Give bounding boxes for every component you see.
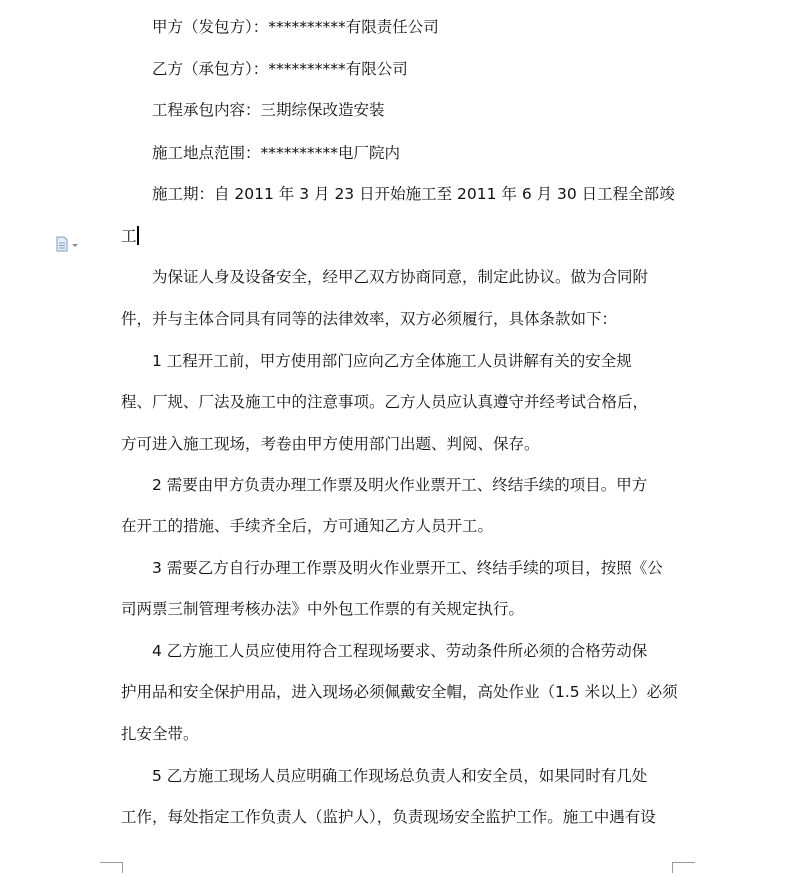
party-a-line: 甲方（发包方）：**********有限责任公司 [152,18,439,36]
party-b-line: 乙方（承包方）：**********有限公司 [152,60,408,78]
clause-1-line-3: 方可进入施工现场，考卷由甲方使用部门出题、判阅、保存。 [121,435,540,453]
clause-2-line-1: 2 需要由甲方负责办理工作票及明火作业票开工、终结手续的项目。甲方 [152,476,648,494]
clause-3-line-1: 3 需要乙方自行办理工作票及明火作业票开工、终结手续的项目，按照《公 [152,559,663,577]
period-line: 施工期：自 2011 年 3 月 23 日开始施工至 2011 年 6 月 30 日工程全部竣 [152,185,675,203]
clause-4-line-2: 护用品和安全保护用品，进入现场必须佩戴安全帽，高处作业（1.5 米以上）必须 [121,683,678,701]
contract-content-line: 工程承包内容：三期综保改造安装 [152,101,385,119]
intro-line-2: 件，并与主体合同具有同等的法律效率，双方必须履行，具体条款如下： [121,310,618,328]
period-line-cont: 工 [121,227,137,245]
clause-1-line-1: 1 工程开工前，甲方使用部门应向乙方全体施工人员讲解有关的安全规 [152,352,632,370]
clause-4-line-3: 扎安全带。 [121,725,199,743]
location-line: 施工地点范围：**********电厂院内 [152,144,401,162]
clause-5-line-1: 5 乙方施工现场人员应明确工作现场总负责人和安全员，如果同时有几处 [152,767,648,785]
clause-3-line-2: 司两票三制管理考核办法》中外包工作票的有关规定执行。 [121,600,525,618]
clause-2-line-2: 在开工的措施、手续齐全后，方可通知乙方人员开工。 [121,517,494,535]
clause-5-line-2: 工作，每处指定工作负责人（监护人），负责现场安全监护工作。施工中遇有设 [121,808,656,826]
document-options-icon[interactable] [55,236,81,252]
text-cursor [137,226,139,245]
clause-4-line-1: 4 乙方施工人员应使用符合工程现场要求、劳动条件所必须的合格劳动保 [152,642,648,660]
clause-1-line-2: 程、厂规、厂法及施工中的注意事项。乙方人员应认真遵守并经考试合格后， [121,393,649,411]
page-margin-marker-left [100,862,123,873]
page-margin-marker-right [672,862,695,873]
intro-line-1: 为保证人身及设备安全，经甲乙双方协商同意，制定此协议。做为合同附 [152,268,649,286]
